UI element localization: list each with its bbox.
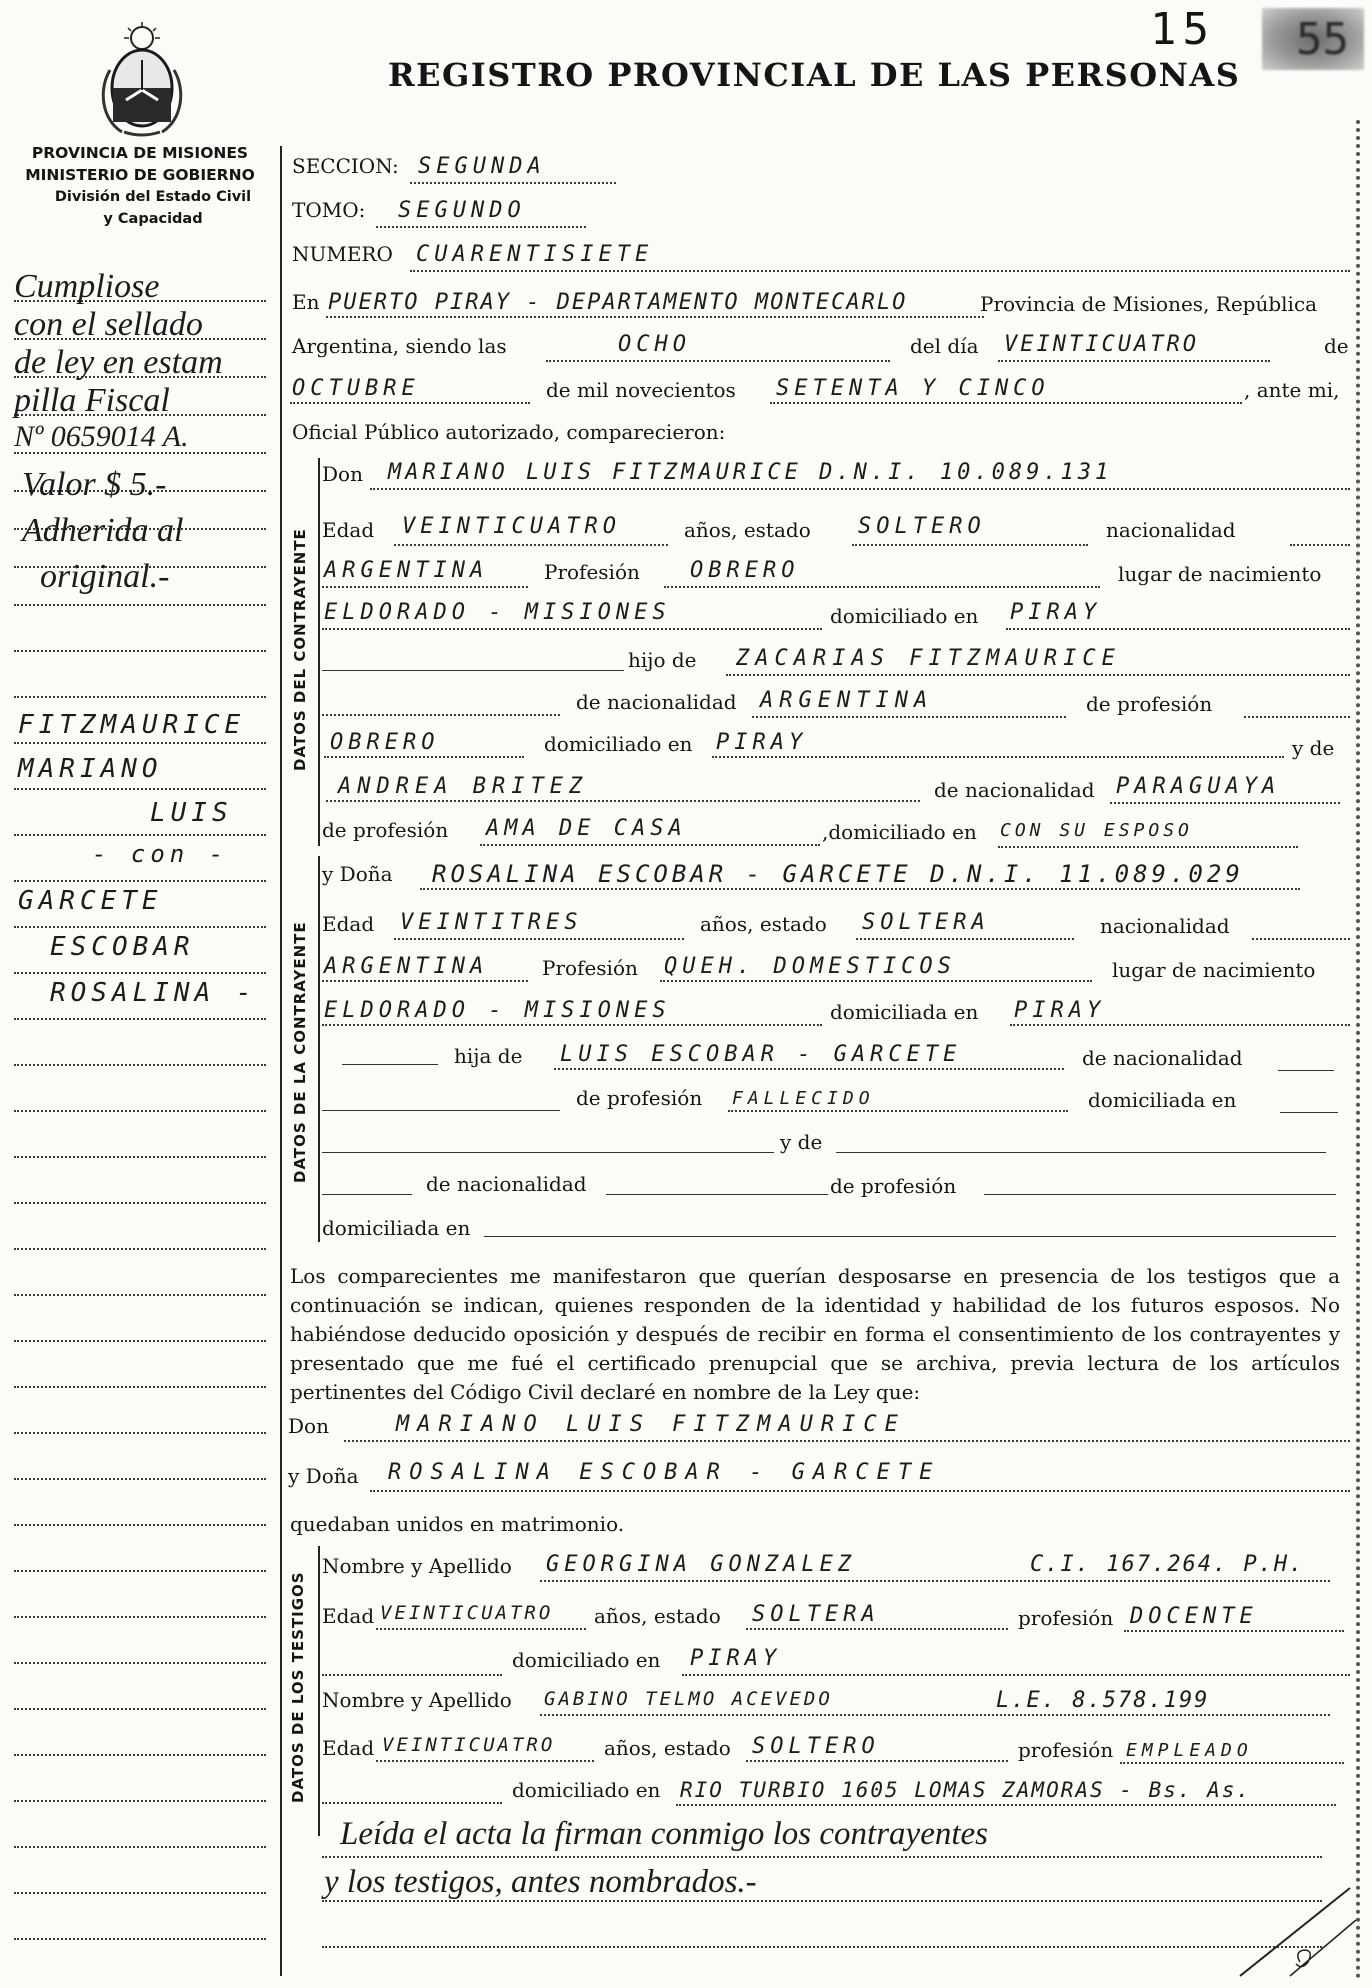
de-nacionalidad-label: de nacionalidad bbox=[576, 690, 737, 714]
de-text: de bbox=[1324, 334, 1349, 358]
t1-dom: PIRAY bbox=[690, 1646, 782, 1671]
margin-note-line: de ley en estam bbox=[14, 344, 223, 381]
decl-dona-label: y Doña bbox=[288, 1464, 359, 1488]
t2-doc: L.E. 8.578.199 bbox=[996, 1688, 1210, 1713]
seccion-label: SECCION: bbox=[292, 154, 399, 178]
argentina-text: Argentina, siendo las bbox=[292, 334, 507, 358]
t1-anios-label: años, estado bbox=[594, 1604, 721, 1628]
t2-nombre-label: Nombre y Apellido bbox=[322, 1688, 512, 1712]
contrayenta-nacionalidad: ARGENTINA bbox=[324, 954, 489, 979]
contrayente-estado: SOLTERO bbox=[858, 514, 986, 539]
contrayenta-edad: VEINTITRES bbox=[400, 910, 583, 935]
corner-stamp bbox=[1262, 8, 1364, 70]
hora-value: OCHO bbox=[618, 332, 691, 357]
y-de-label: y de bbox=[1292, 736, 1335, 760]
domiciliada-label: domiciliada en bbox=[830, 1000, 979, 1024]
contrayente-bracket bbox=[318, 458, 320, 846]
t1-prof: DOCENTE bbox=[1130, 1604, 1258, 1629]
numero-value: CUARENTISIETE bbox=[416, 242, 654, 267]
t1-doc: C.I. 167.264. P.H. bbox=[1030, 1552, 1305, 1577]
oficial-text: Oficial Público autorizado, comparecieron: bbox=[292, 420, 726, 444]
contrayente-madre-nac: PARAGUAYA bbox=[1116, 774, 1281, 799]
contrayenta-name: ROSALINA ESCOBAR - GARCETE D.N.I. 11.089.029 bbox=[432, 860, 1244, 888]
tomo-value: SEGUNDO bbox=[398, 198, 526, 223]
contrayente-domicilio: PIRAY bbox=[1010, 600, 1102, 625]
quedaban-text: quedaban unidos en matrimonio. bbox=[290, 1512, 625, 1536]
closing-note-line: y los testigos, antes nombrados.- bbox=[324, 1864, 757, 1900]
de-nacionalidad-label-3: de nacionalidad bbox=[1082, 1046, 1243, 1070]
closing-note-line: Leída el acta la firman conmigo los contrayentes bbox=[340, 1816, 988, 1852]
decl-don-name: MARIANO LUIS FITZMAURICE bbox=[396, 1412, 906, 1437]
contrayente-nacionalidad: ARGENTINA bbox=[324, 558, 489, 583]
t2-dom-label: domiciliado en bbox=[512, 1778, 661, 1802]
edad-label-2: Edad bbox=[322, 912, 375, 936]
testigos-bracket bbox=[318, 1546, 320, 1836]
contrayente-side-label: DATOS DEL CONTRAYENTE bbox=[291, 528, 309, 771]
seccion-value: SEGUNDA bbox=[418, 154, 546, 179]
nacionalidad-label-2: nacionalidad bbox=[1100, 914, 1230, 938]
t1-edad-label: Edad bbox=[322, 1604, 375, 1628]
margin-note-line: con el sellado bbox=[14, 306, 203, 343]
tomo-label: TOMO: bbox=[292, 198, 366, 222]
margin-divider bbox=[280, 146, 282, 1976]
contrayente-padre-dom: PIRAY bbox=[716, 730, 808, 755]
contrayenta-bracket bbox=[318, 856, 320, 1242]
en-label: En bbox=[292, 290, 320, 314]
ministry-name: MINISTERIO DE GOBIERNO bbox=[25, 166, 255, 184]
margin-name-line: FITZMAURICE bbox=[18, 710, 246, 740]
domiciliado-label: domiciliado en bbox=[830, 604, 979, 628]
contrayenta-domicilio: PIRAY bbox=[1014, 998, 1106, 1023]
t2-anios-label: años, estado bbox=[604, 1736, 731, 1760]
lugar-nac-label-2: lugar de nacimiento bbox=[1112, 958, 1316, 982]
testigos-side-label: DATOS DE LOS TESTIGOS bbox=[289, 1571, 307, 1803]
contrayente-name: MARIANO LUIS FITZMAURICE D.N.I. 10.089.131 bbox=[388, 460, 1113, 485]
contrayenta-side-label: DATOS DE LA CONTRAYENTE bbox=[291, 921, 309, 1183]
contrayenta-estado: SOLTERA bbox=[862, 910, 990, 935]
division-name: División del Estado Civil bbox=[54, 189, 252, 205]
numero-label: NUMERO bbox=[292, 242, 393, 266]
body-paragraph: Los comparecientes me manifestaron que querían desposarse en presencia de los testigos que a continuación se indican, quienes responden de la identidad y habilidad de los futuros esposos. No habiéndose deducido oposición y después de recibir en forma el consentimiento de los contrayentes y presentado que me fué el certificado prenupcial que se archiva, previa lectura de los artículos pertinentes del Código Civil declaré en nombre de la Ley que: bbox=[290, 1264, 1340, 1404]
margin-note-line: pilla Fiscal bbox=[14, 382, 170, 419]
province-name: PROVINCIA DE MISIONES bbox=[31, 144, 249, 162]
profesion-label-2: Profesión bbox=[542, 956, 638, 980]
contrayenta-profesion: QUEH. DOMESTICOS bbox=[664, 954, 956, 979]
domiciliado-label-2: domiciliado en bbox=[544, 732, 693, 756]
contrayente-madre: ANDREA BRITEZ bbox=[338, 774, 589, 799]
t1-estado: SOLTERA bbox=[752, 1602, 880, 1627]
y-de-label-2: y de bbox=[780, 1130, 823, 1154]
edad-label: Edad bbox=[322, 518, 375, 542]
contrayente-padre-nac: ARGENTINA bbox=[760, 688, 934, 713]
anios-estado-text: años, estado bbox=[684, 518, 811, 542]
margin-name-line: LUIS bbox=[150, 798, 233, 828]
domiciliada-en-label: domiciliada en bbox=[1088, 1088, 1237, 1112]
contrayenta-padre: LUIS ESCOBAR - GARCETE bbox=[560, 1042, 962, 1067]
margin-name-line: ROSALINA - bbox=[50, 978, 257, 1008]
margin-note-line: Cumpliose bbox=[14, 268, 160, 305]
right-edge-perforation bbox=[1356, 120, 1360, 1980]
t1-nombre: GEORGINA GONZALEZ bbox=[546, 1552, 857, 1577]
de-profesion-label-4: de profesión bbox=[830, 1174, 957, 1198]
de-profesion-label: de profesión bbox=[1086, 692, 1213, 716]
t1-nombre-label: Nombre y Apellido bbox=[322, 1554, 512, 1578]
contrayenta-padre-prof: FALLECIDO bbox=[732, 1088, 875, 1109]
t2-estado: SOLTERO bbox=[752, 1734, 880, 1759]
margin-name-line: GARCETE bbox=[18, 886, 163, 916]
t2-edad-label: Edad bbox=[322, 1736, 375, 1760]
t2-dom: RIO TURBIO 1605 LOMAS ZAMORAS - Bs. As. bbox=[680, 1778, 1252, 1802]
province-header bbox=[14, 142, 266, 230]
margin-note-line: Adherida al bbox=[22, 512, 184, 549]
anios-estado-text-2: años, estado bbox=[700, 912, 827, 936]
lugar-value: PUERTO PIRAY - DEPARTAMENTO MONTECARLO bbox=[328, 290, 908, 315]
contrayenta-lugar-nac: ELDORADO - MISIONES bbox=[324, 998, 671, 1023]
anio-value: SETENTA Y CINCO bbox=[776, 376, 1050, 401]
domiciliada-en-label-2: domiciliada en bbox=[322, 1216, 471, 1240]
de-nacionalidad-label-4: de nacionalidad bbox=[426, 1172, 587, 1196]
don-label: Don bbox=[322, 462, 363, 486]
contrayente-padre: ZACARIAS FITZMAURICE bbox=[736, 646, 1121, 671]
decl-don-label: Don bbox=[288, 1414, 329, 1438]
de-mil-text: de mil novecientos bbox=[546, 378, 736, 402]
t2-edad: VEINTICUATRO bbox=[382, 1734, 556, 1756]
signature-scribble bbox=[1230, 1880, 1360, 1980]
corner-stamp-text: 55 bbox=[1296, 14, 1349, 65]
lugar-nac-label: lugar de nacimiento bbox=[1118, 562, 1322, 586]
de-nacionalidad-label-2: de nacionalidad bbox=[934, 778, 1095, 802]
de-profesion-label-2: de profesión bbox=[322, 818, 449, 842]
hija-de-label: hija de bbox=[454, 1044, 523, 1068]
margin-name-line: - con - bbox=[92, 840, 229, 868]
division-name-2: y Capacidad bbox=[103, 211, 203, 227]
contrayente-madre-dom: CON SU ESPOSO bbox=[1000, 820, 1193, 841]
contrayente-edad: VEINTICUATRO bbox=[402, 514, 621, 539]
domiciliado-en-3: ,domiciliado en bbox=[822, 820, 977, 844]
mes-value: OCTUBRE bbox=[292, 376, 420, 401]
del-dia-text: del día bbox=[910, 334, 979, 358]
coat-of-arms-emblem bbox=[96, 20, 188, 140]
document-title: REGISTRO PROVINCIAL DE LAS PERSONAS bbox=[388, 56, 1241, 94]
contrayente-lugar-nac: ELDORADO - MISIONES bbox=[324, 600, 671, 625]
contrayente-madre-prof: AMA DE CASA bbox=[486, 816, 687, 841]
contrayente-profesion: OBRERO bbox=[690, 558, 800, 583]
margin-name-line: ESCOBAR bbox=[50, 932, 195, 962]
dia-value: VEINTICUATRO bbox=[1004, 332, 1199, 357]
de-profesion-label-3: de profesión bbox=[576, 1086, 703, 1110]
t2-prof-label: profesión bbox=[1018, 1738, 1114, 1762]
decl-dona-name: ROSALINA ESCOBAR - GARCETE bbox=[388, 1460, 941, 1485]
t1-edad: VEINTICUATRO bbox=[380, 1602, 554, 1624]
margin-note-line: Valor $ 5.- bbox=[22, 466, 167, 503]
t1-prof-label: profesión bbox=[1018, 1606, 1114, 1630]
margin-note-line: Nº 0659014 A. bbox=[14, 420, 189, 453]
hijo-de-label: hijo de bbox=[628, 648, 697, 672]
page-number: 15 bbox=[1150, 4, 1215, 55]
margin-name-line: MARIANO bbox=[18, 754, 163, 784]
ante-mi-text: , ante mi, bbox=[1244, 378, 1340, 402]
contrayente-padre-prof: OBRERO bbox=[330, 730, 440, 755]
margin-note-line: original.- bbox=[40, 558, 170, 595]
dona-label: y Doña bbox=[322, 862, 393, 886]
nacionalidad-label: nacionalidad bbox=[1106, 518, 1236, 542]
provincia-text: Provincia de Misiones, República bbox=[980, 292, 1318, 316]
profesion-label: Profesión bbox=[544, 560, 640, 584]
t2-nombre: GABINO TELMO ACEVEDO bbox=[544, 1688, 833, 1710]
t2-prof: EMPLEADO bbox=[1126, 1740, 1253, 1761]
t1-dom-label: domiciliado en bbox=[512, 1648, 661, 1672]
